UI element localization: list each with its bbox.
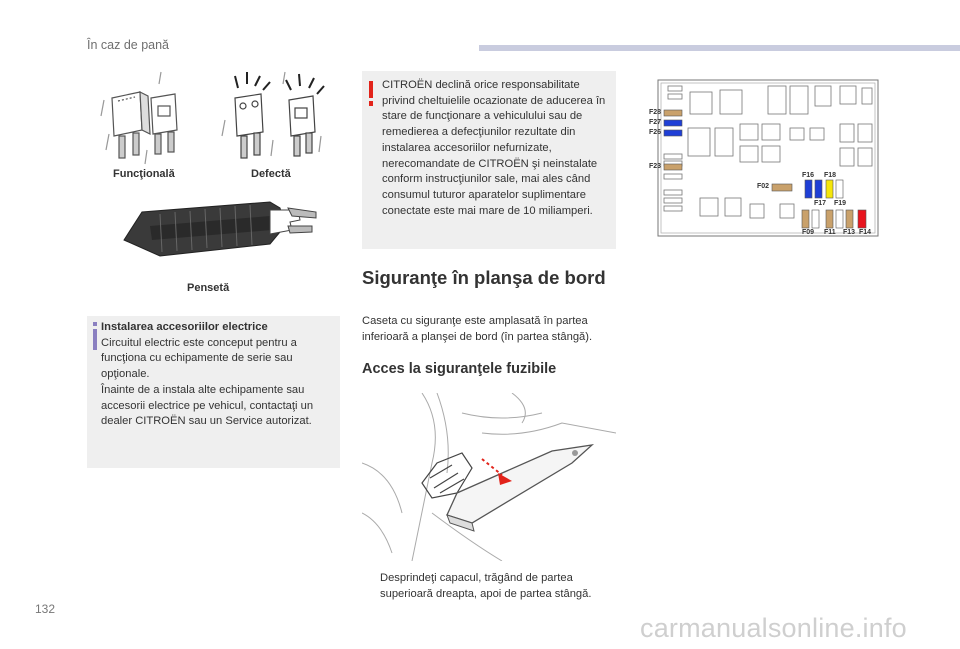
fuse-label-f16: F16 (802, 172, 815, 179)
watermark: carmanualsonline.info (640, 613, 907, 643)
functional-fuse-image (112, 92, 177, 158)
fuse-label-f02: F02 (757, 183, 770, 190)
fuse-f18 (826, 180, 833, 198)
info-note-body-2: Înainte de a instala alte echipamente sau accesorii electrice pe vehicul, contactaţi un dealer CITROËN sau un Service autorizat. (101, 383, 314, 428)
header-bar (479, 45, 960, 51)
section-header: În caz de pană (87, 38, 170, 52)
fuse-label-f27: F27 (649, 119, 662, 126)
fuse-label-f19: F19 (834, 200, 847, 207)
page-number: 132 (35, 602, 56, 616)
fuse-label-f09: F09 (802, 229, 815, 236)
fuse-states-illustration (95, 70, 335, 170)
fuse-f19 (836, 180, 843, 198)
exclamation-icon (367, 81, 375, 107)
section-title: Siguranţe în planşa de bord (362, 267, 606, 288)
info-note-title: Instalarea accesoriilor electrice (101, 321, 268, 333)
info-icon (91, 322, 99, 350)
fuse-f13 (846, 210, 853, 228)
fuse-label-f23: F23 (649, 163, 662, 170)
fuse-f14 (858, 210, 866, 228)
fuse-f23 (664, 164, 682, 170)
blown-fuse-image (235, 94, 315, 158)
fuse-label-f17: F17 (814, 200, 827, 207)
fuse-f11 (826, 210, 833, 228)
fuse-f16 (805, 180, 812, 198)
section-subtitle: Acces la siguranţele fuzibile (362, 361, 557, 377)
fuse-label-f14: F14 (859, 229, 872, 236)
tweezers-label: Pensetă (187, 282, 230, 294)
step-text: Desprindeţi capacul, trăgând de partea superioară dreapta, apoi de partea stângă. (380, 572, 592, 600)
fuse-f17 (815, 180, 822, 198)
fuse-f09 (802, 210, 809, 228)
fusebox-access-illustration (362, 393, 616, 561)
fuse-label-f13: F13 (843, 229, 856, 236)
tweezers-illustration (120, 196, 320, 266)
functional-label: Funcţională (113, 168, 175, 180)
fuse-label-f18: F18 (824, 172, 837, 179)
fuse-f26 (664, 130, 682, 136)
fuse-label-f26: F26 (649, 129, 662, 136)
info-note (87, 316, 340, 468)
info-note-body-1: Circuitul electric este conceput pentru a funcţiona cu echipamente de serie sau opţionale. (101, 336, 297, 381)
section-intro: Caseta cu siguranţe este amplasată în partea inferioară a planşei de bord (în partea stângă). (362, 315, 593, 343)
fusebox-diagram (640, 78, 880, 238)
fuse-label-f28: F28 (649, 109, 662, 116)
defective-label: Defectă (251, 168, 291, 180)
fuse-label-f11: F11 (824, 229, 836, 236)
warning-note (362, 71, 616, 249)
warning-note-text: CITROËN declină orice responsabilitate privind cheltuielile ocazionate de aducerea în stare de funcţionare a vehiculului sau de remedierea a defecţiunilor rezultate din instalarea accesoriilor nefurnizate, nerecomandate de CITROËN şi neinstalate conform instrucţiunilor sale, mai ales când consumul tuturor aparatelor suplimentare conectate este mai mare de 10 miliamperi. (382, 79, 606, 217)
fuse-f02 (772, 184, 792, 191)
fuse-f28 (664, 110, 682, 116)
fuse-f27 (664, 120, 682, 126)
